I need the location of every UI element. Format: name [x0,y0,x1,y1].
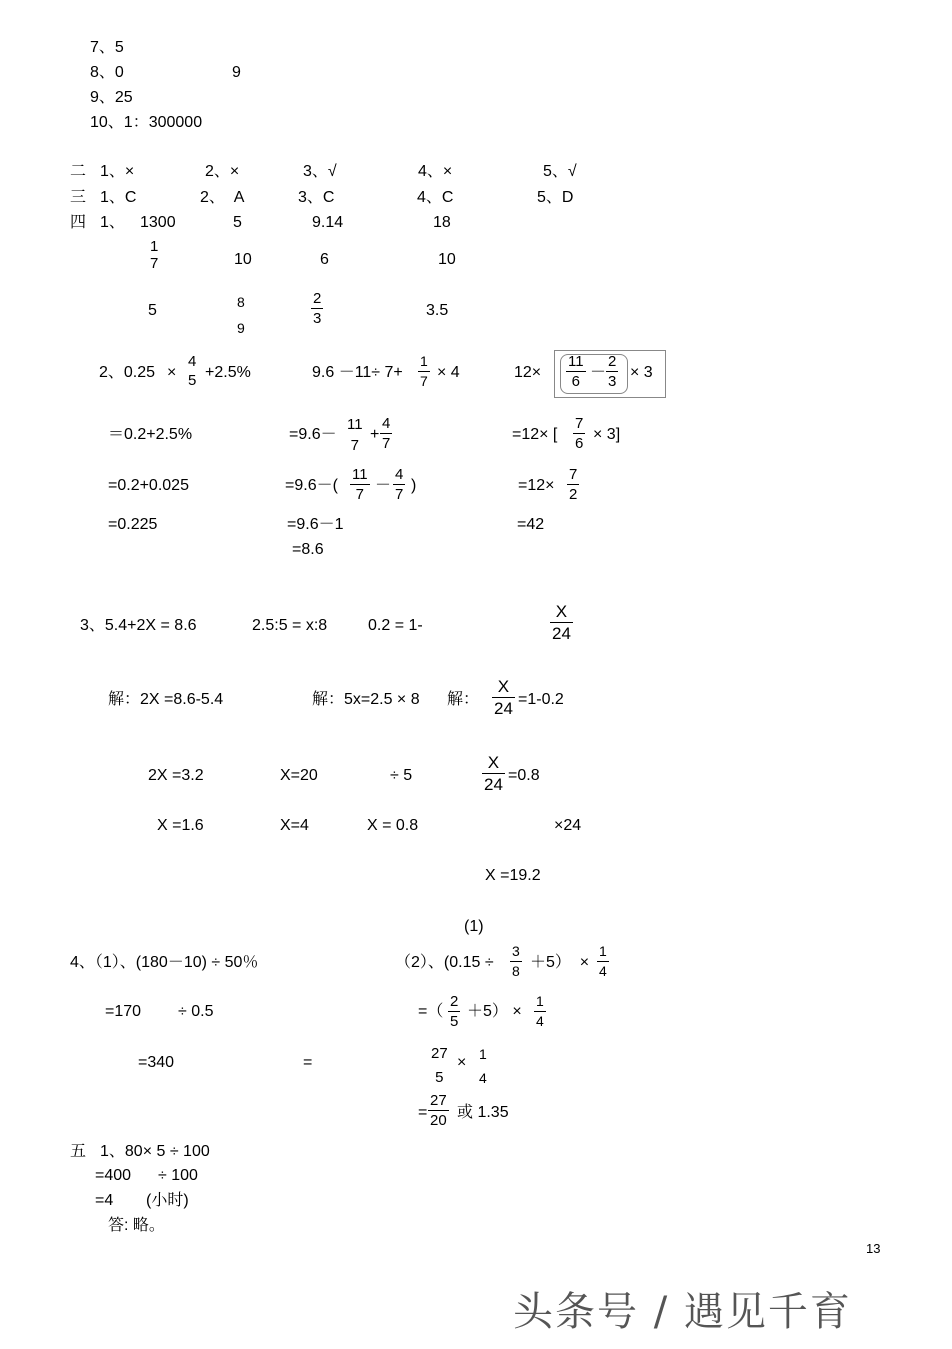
page-number: 13 [866,1241,881,1256]
q4a-step-1: =170 [105,1003,142,1020]
q2b-step-3: =9.6－1 [287,516,344,533]
q2b-step-2-frac-a: $\frac{11}{7}$ [352,466,368,503]
s2-item-2: 2、× [205,163,240,180]
q2b-step-2-tail: ) [411,477,417,494]
q3-equation-2: 2.5:5 = x:8 [252,617,328,634]
s5-line-3-extra: (小时) [146,1192,189,1209]
q2c-fraction-b: $\frac{2}{3}$ [608,353,617,390]
q4b-step-1-fraction-a: $\frac{2}{5}$ [450,993,459,1030]
s4-q1-label: 1、 [100,214,125,231]
q3-solve-2: 解：5x=2.5 × 8 [312,691,420,708]
s5-line-2: =400 [95,1167,132,1184]
answer-9: 9、25 [90,89,133,106]
q2c-minus: － [590,364,607,381]
q3-solve-3-head: 解： [447,691,480,708]
q2c-step-1-head: =12× [ [512,426,558,443]
s4-q1-r3-fraction-a: 8 9 [237,294,245,336]
q2c-step-1-fraction: $\frac{7}{6}$ [575,415,584,452]
q2a-step-1: ＝0.2+2.5% [108,426,193,443]
s4-q1-r1-2: 5 [233,214,242,231]
s3-item-1: 1、C [100,189,137,206]
s5-answer: 答: 略。 [108,1217,165,1234]
q2b-fraction: $\frac{1}{7}$ [420,353,428,389]
q2c-tail: × 3 [630,364,653,381]
s3-item-4: 4、C [417,189,454,206]
q4b-step-3-head: = [418,1104,428,1121]
answer-10: 10、1：300000 [90,114,203,131]
q4b-step-2-fraction-a: 27 5 [431,1045,448,1086]
q2b-step-4: =8.6 [292,541,324,558]
q3-step-3-b: X=4 [280,817,309,834]
q2b-step-2-head: =9.6－( [285,477,338,494]
q2b-step-1-frac-b: $\frac{4}{7}$ [382,415,391,452]
s4-q1-r1-4: 18 [433,214,451,231]
q3-step-2-a: 2X =3.2 [148,767,204,784]
s4-q1-r1-3: 9.14 [312,214,344,231]
q2b-head: 9.6 －11÷ 7+ [312,364,403,381]
s5-line-1: 1、80× 5 ÷ 100 [100,1143,210,1160]
q3-equation-3-fraction: $\frac{X}{24}$ [552,602,571,643]
q2a-tail: +2.5% [205,364,251,381]
q3-step-3-c: X = 0.8 [367,817,419,834]
section-5-label: 五 [70,1143,87,1160]
s4-q1-r3-fraction-b: $\frac{2}{3}$ [313,290,322,327]
q4b-fraction-a: $\frac{3}{8}$ [512,943,520,979]
q2a-times: × [167,364,177,381]
q4b-step-2-fraction-b: 1 4 [479,1046,487,1086]
q2a-step-2: =0.2+0.025 [108,477,189,494]
s4-q1-r2-3: 6 [320,251,329,268]
section-4-label: 四 [70,214,87,231]
q2c-step-2-head: =12× [518,477,555,494]
s2-item-1: 1、× [100,163,135,180]
q2a-fraction: 4 5 [188,353,197,389]
q2c-head: 12× [514,364,542,381]
answer-8: 8、0 [90,64,124,81]
q4a-step-2: =340 [138,1054,175,1071]
q3-step-4-c: X =19.2 [485,867,541,884]
s4-q1-r2-2: 10 [234,251,252,268]
q3-solve-1: 解：2X =8.6-5.4 [108,691,224,708]
q4b-mid: ＋5） × [530,954,590,971]
q4b-step-1-head: =（ [418,1003,444,1020]
s4-q1-r2-fraction: 1 7 [150,238,159,272]
s4-q1-r3-1: 5 [148,302,157,319]
q2c-fraction-a: $\frac{11}{6}$ [568,353,584,390]
q4a-head: 4、（1）、(180－10) ÷ 50％ [70,954,259,971]
q4b-step-1-fraction-b: $\frac{1}{4}$ [536,993,544,1029]
s3-item-2: 2、 A [200,189,245,206]
q4b-head: （2）、(0.15 ÷ [395,954,494,971]
q2b-step-2-minus: － [375,477,392,494]
answer-7: 7、5 [90,39,124,56]
q3-step-2-b: X=20 [280,767,318,784]
s2-item-5: 5、√ [543,163,577,180]
q4-tag: (1) [464,918,484,935]
q3-step-2-b-extra: ÷ 5 [390,767,413,784]
q3-solve-3-tail: =1-0.2 [518,691,564,708]
q3-step-3-c-extra: ×24 [554,817,582,834]
q3-equation-1: 3、5.4+2X = 8.6 [80,617,197,634]
s2-item-3: 3、√ [303,163,337,180]
s5-line-3: =4 [95,1192,114,1209]
q4a-step-2-extra: = [303,1054,313,1071]
s4-q1-r3-4: 3.5 [426,302,449,319]
s3-item-3: 3、C [298,189,335,206]
q2b-tail: × 4 [437,364,460,381]
q2b-step-2-frac-b: $\frac{4}{7}$ [395,466,404,503]
q2b-step-1-plus: + [370,426,380,443]
q4a-step-1-extra: ÷ 0.5 [178,1003,214,1020]
q2b-step-1-frac-a: 11 7 [347,416,363,454]
watermark: 头条号 / 遇见千育 [513,1289,852,1335]
s2-item-4: 4、× [418,163,453,180]
q2a-step-3: =0.225 [108,516,158,533]
q3-step-3-a: X =1.6 [157,817,204,834]
q2a-head: 2、0.25 [99,364,156,381]
section-2-label: 二 [70,163,87,180]
section-3-label: 三 [70,189,87,206]
s5-line-2-extra: ÷ 100 [158,1167,198,1184]
s4-q1-r2-4: 10 [438,251,456,268]
s4-q1-r1-1: 1300 [140,214,176,231]
q3-step-2-c-tail: =0.8 [508,767,540,784]
q4b-step-3-fraction: $\frac{27}{20}$ [430,1092,447,1129]
q4b-step-1-mid: ＋5） × [467,1003,522,1020]
q4b-step-2-mid: × [457,1054,467,1071]
answer-8-extra: 9 [232,64,241,81]
q2b-step-1-head: =9.6－ [289,426,337,443]
q3-solve-3-fraction: $\frac{X}{24}$ [494,677,513,718]
q2c-step-3: =42 [517,516,545,533]
q2c-step-1-tail: × 3] [593,426,621,443]
q2c-step-2-fraction: $\frac{7}{2}$ [569,466,578,503]
q3-step-2-c-fraction: $\frac{X}{24}$ [484,753,503,794]
q4b-fraction-b: $\frac{1}{4}$ [599,943,607,979]
q4b-step-3-tail: 或 1.35 [457,1104,509,1121]
s3-item-5: 5、D [537,189,574,206]
q3-equation-3: 0.2 = 1- [368,617,423,634]
